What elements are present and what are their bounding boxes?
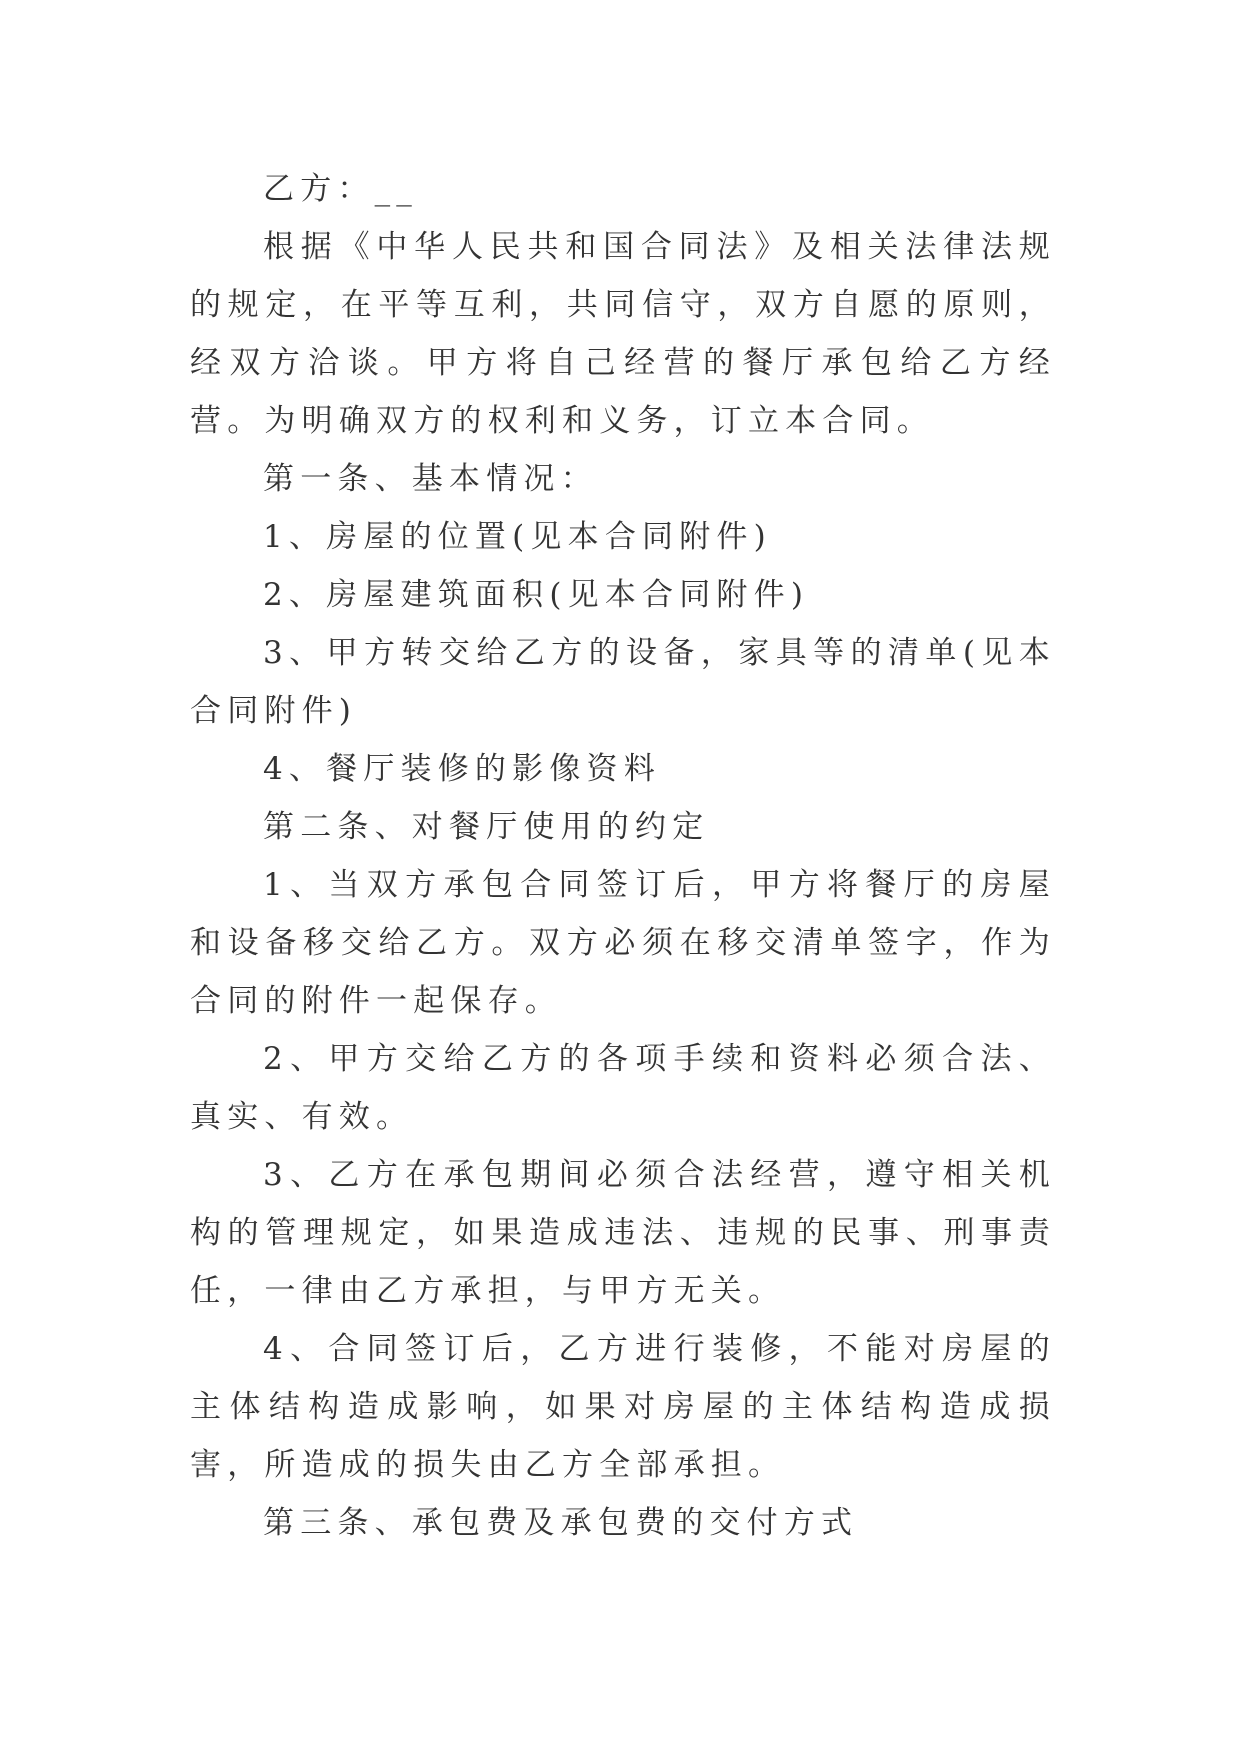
article-1-item-2: 2、房屋建筑面积(见本合同附件) xyxy=(263,577,810,613)
article-1-item-3: 3、甲方转交给乙方的设备，家具等的清单(见本合同附件) xyxy=(190,635,1056,729)
article-2-item-2: 2、甲方交给乙方的各项手续和资料必须合法、真实、有效。 xyxy=(190,1041,1056,1135)
article-1-item-1: 1、房屋的位置(见本合同附件) xyxy=(263,519,772,555)
article-1-heading: 第一条、基本情况： xyxy=(263,461,598,497)
party-b-line: 乙方：__ xyxy=(263,171,418,207)
article-3-heading: 第三条、承包费及承包费的交付方式 xyxy=(263,1505,859,1541)
article-2-heading: 第二条、对餐厅使用的约定 xyxy=(263,809,710,845)
article-2-item-1: 1、当双方承包合同签订后，甲方将餐厅的房屋和设备移交给乙方。双方必须在移交清单签字，作为合同的附件一起保存。 xyxy=(190,867,1056,1019)
contract-body xyxy=(190,160,1056,1552)
article-1-item-4: 4、餐厅装修的影像资料 xyxy=(263,751,661,787)
article-2-item-4: 4、合同签订后，乙方进行装修，不能对房屋的主体结构造成影响，如果对房屋的主体结构造成损害，所造成的损失由乙方全部承担。 xyxy=(190,1331,1056,1483)
preamble-paragraph: 根据《中华人民共和国合同法》及相关法律法规的规定，在平等互利，共同信守，双方自愿的原则，经双方洽谈。甲方将自己经营的餐厅承包给乙方经营。为明确双方的权利和义务，订立本合同。 xyxy=(190,229,1056,439)
article-2-item-3: 3、乙方在承包期间必须合法经营，遵守相关机构的管理规定，如果造成违法、违规的民事、刑事责任，一律由乙方承担，与甲方无关。 xyxy=(190,1157,1056,1309)
